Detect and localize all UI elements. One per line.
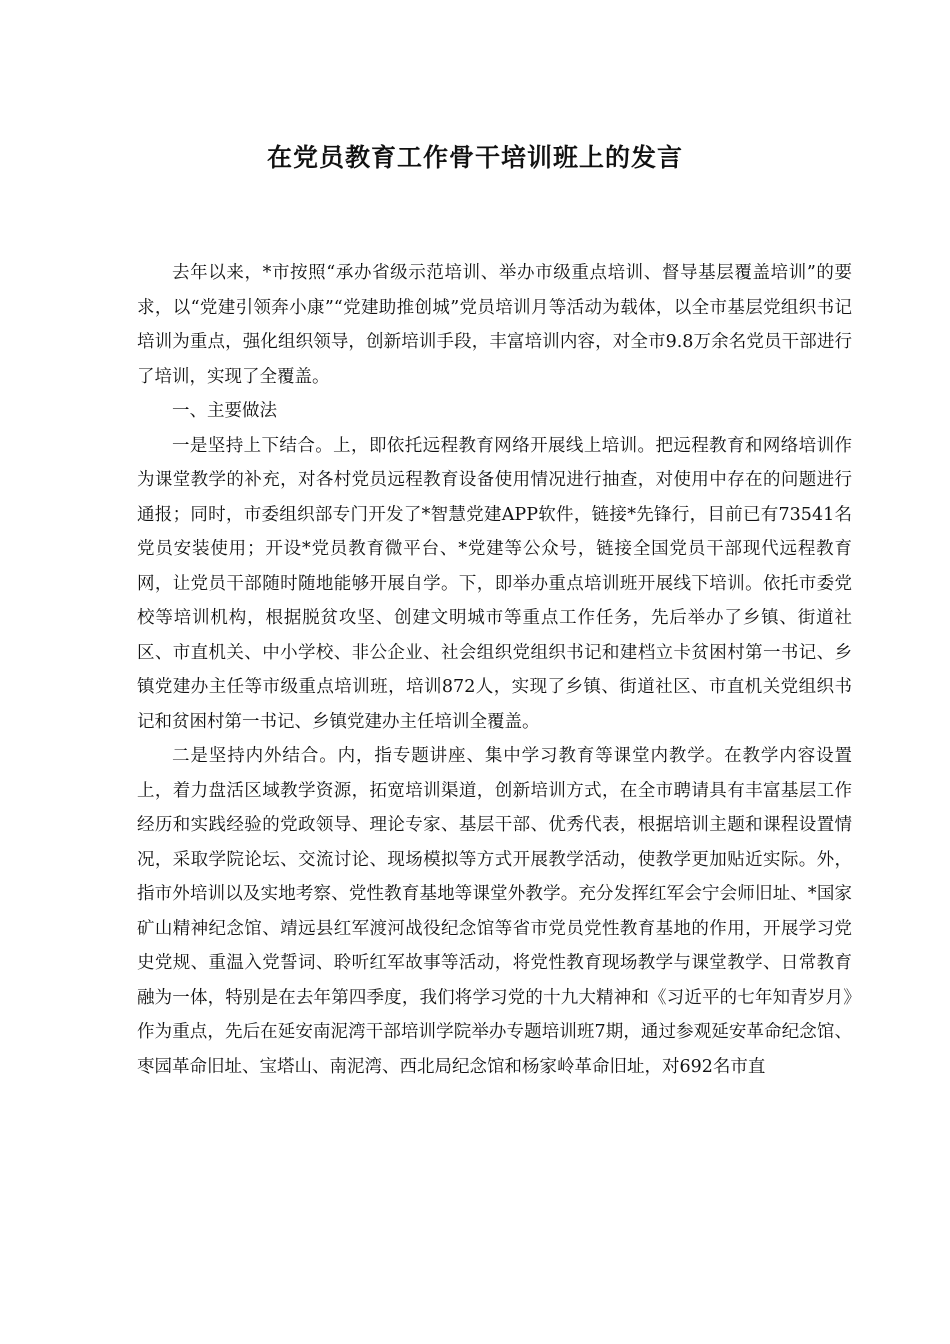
section-heading-main-practices: 一、主要做法: [172, 401, 277, 421]
document-title: 在党员教育工作骨干培训班上的发言: [266, 143, 683, 172]
paragraph-up-down-combination: 一是坚持上下结合。上，即依托远程教育网络开展线上培训。把远程教育和网络培训作为课堂教学的补充，对各村党员远程教育设备使用情况进行抽查，对使用中存在的问题进行通报；同时，市委组织部专门开发了*智慧党建APP软件，链接*先锋行，目前已有73541名党员安装使用；开设*党员教育微平台、*党建等公众号，链接全国党员干部现代远程教育网，让党员干部随时随地能够开展自学。下，即举办重点培训班开展线下培训。依托市委党校等培训机构，根据脱贫攻坚、创建文明城市等重点工作任务，先后举办了乡镇、街道社区、市直机关、中小学校、非公企业、社会组织党组织书记和建档立卡贫困村第一书记、乡镇党建办主任等市级重点培训班，培训872人，实现了乡镇、街道社区、市直机关党组织书记和贫困村第一书记、乡镇党建办主任培训全覆盖。: [137, 435, 852, 732]
paragraph-inside-outside-combination: 二是坚持内外结合。内，指专题讲座、集中学习教育等课堂内教学。在教学内容设置上，着力盘活区域教学资源，拓宽培训渠道，创新培训方式，在全市聘请具有丰富基层工作经历和实践经验的党政领导、理论专家、基层干部、优秀代表，根据培训主题和课程设置情况，采取学院论坛、交流讨论、现场模拟等方式开展教学活动，使教学更加贴近实际。外，指市外培训以及实地考察、党性教育基地等课堂外教学。充分发挥红军会宁会师旧址、*国家矿山精神纪念馆、靖远县红军渡河战役纪念馆等省市党员党性教育基地的作用，开展学习党史党规、重温入党誓词、聆听红军故事等活动，将党性教育现场教学与课堂教学、日常教育融为一体，特别是在去年第四季度，我们将学习党的十九大精神和《习近平的七年知青岁月》作为重点，先后在延安南泥湾干部培训学院举办专题培训班7期，通过参观延安革命纪念馆、枣园革命旧址、宝塔山、南泥湾、西北局纪念馆和杨家岭革命旧址，对692名市直: [137, 746, 852, 1077]
document-body: [137, 256, 852, 1084]
paragraph-intro: 去年以来，*市按照“承办省级示范培训、举办市级重点培训、督导基层覆盖培训”的要求，以“党建引领奔小康”“党建助推创城”党员培训月等活动为载体，以全市基层党组织书记培训为重点，强化组织领导，创新培训手段，丰富培训内容，对全市9.8万余名党员干部进行了培训，实现了全覆盖。: [137, 263, 852, 387]
